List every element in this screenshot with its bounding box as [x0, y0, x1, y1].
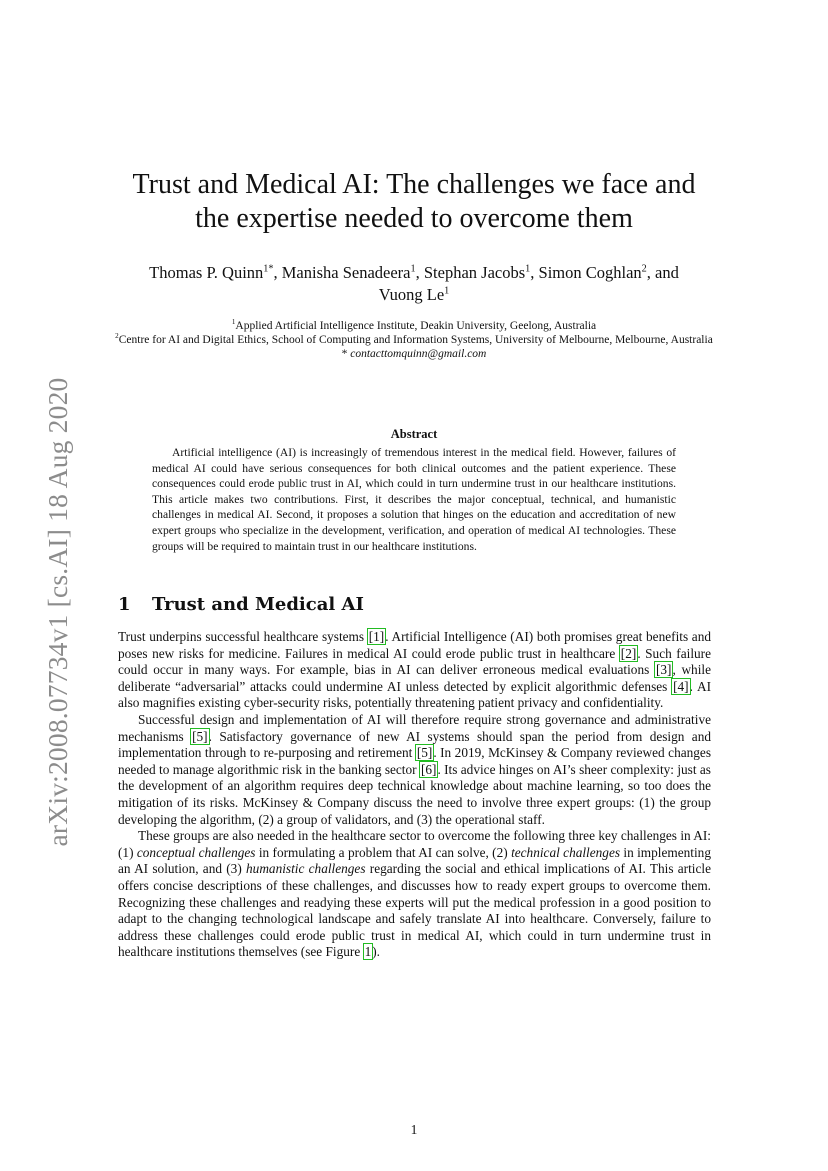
affiliation-mark: 2	[115, 332, 119, 341]
citation-link[interactable]: [1]	[368, 629, 385, 644]
author-separator: , and	[646, 263, 679, 282]
author-affiliation-mark: 1	[410, 263, 416, 275]
author-name: Vuong Le	[378, 285, 445, 304]
affiliation-mark: 1	[231, 318, 236, 327]
text-run: . Such failure could occur in many ways. For example, bias in AI can deliver erroneous medical evaluations	[118, 645, 711, 678]
section-title: Trust and Medical AI	[152, 594, 364, 615]
section-number: 1	[118, 594, 131, 615]
title-line-1: Trust and Medical AI: The challenges we face and	[132, 169, 696, 200]
text-run: . In 2019, McKinsey & Company reviewed changes needed to manage algorithmic risk in the banking sector	[118, 745, 711, 777]
author-affiliation-mark: 1*	[263, 263, 274, 275]
affiliation-text: Centre for AI and Digital Ethics, School of Computing and Information Systems, University of Melbourne, Melbourne, Australia	[118, 334, 713, 346]
emphasis: technical challenges	[511, 844, 621, 860]
author-affiliation-mark: 1	[444, 285, 450, 297]
text-run: in formulating a problem that AI can solve, (2)	[255, 844, 512, 860]
emphasis: humanistic challenges	[246, 861, 366, 877]
author-separator: ,	[415, 263, 424, 282]
citation-link[interactable]: [6]	[420, 761, 437, 777]
text-run: . Satisfactory governance of new AI systems should span the period from design and implementation through to re-purposing and retirement	[118, 728, 711, 761]
abstract-text: Artificial intelligence (AI) is increasingly of tremendous interest in the medical field. However, failures of medical AI could have serious consequences for both clinical outcomes and the patient experience. These consequences could erode public trust in AI, which could in turn undermine trust in our healthcare institutions. This article makes two contributions. First, it describes the major conceptual, technical, and humanistic challenges in medical AI. Second, it proposes a solution that hinges on the education and accreditation of new expert groups who specialize in the development, verification, and operation of medical AI technologies. These groups will be required to maintain trust in our healthcare institutions.	[152, 446, 676, 553]
author-affiliation-mark: 2	[641, 263, 647, 275]
abstract-heading: Abstract	[390, 427, 438, 441]
citation-link[interactable]: [4]	[673, 678, 689, 694]
page-number: 1	[410, 1122, 418, 1137]
author-separator: ,	[273, 263, 282, 282]
text-run: . Its advice hinges on AI’s sheer complexity: just as the development of an algorithm requires deep technical knowledge about machine learning, so too does the mitigation of its risks. McKinsey & Company discuss the need to involve three expert groups: (1) the group developing the algorithm, (2) a group of validators, and (3) the operational staff.	[118, 761, 711, 827]
text-run: regarding the social and ethical implications of AI. This article offers concise descriptions of these challenges, and discusses how to ready expert groups to overcome them. Recognizing these challenges and readying these experts will put the medical profession in a good position to adapt to the changing technological landscape and safely translate AI into healthcare. Conversely, failure to address these challenges could erode public trust in medical AI, which could in turn undermine trust in healthcare institutions themselves (see Figure	[118, 861, 711, 960]
affiliation-2	[110, 333, 718, 347]
section-heading	[118, 594, 364, 615]
section-body	[118, 629, 711, 961]
author-name: Stephan Jacobs	[423, 263, 526, 282]
text-run: Successful design and implementation of AI will therefore require strong governance and administrative mechanisms	[118, 711, 711, 744]
author-list	[100, 262, 728, 306]
paragraph	[118, 828, 711, 961]
contact-email-line	[110, 347, 718, 361]
author-name: Manisha Senadeera	[281, 263, 411, 282]
text-run: ).	[372, 944, 380, 960]
author-affiliation-mark: 1	[525, 263, 531, 275]
text-run: , while deliberate “adversarial” attacks could undermine AI unless detected by explicit algorithmic defenses	[118, 662, 711, 694]
text-run: Trust underpins successful healthcare systems	[118, 629, 368, 644]
citation-link[interactable]: [2]	[620, 645, 637, 661]
text-run: These groups are also needed in the healthcare sector to overcome the following three key challenges in AI: (1)	[118, 828, 711, 860]
affiliation-text: Applied Artificial Intelligence Institute, Deakin University, Geelong, Australia	[235, 320, 597, 332]
contact-email: contacttomquinn@gmail.com	[350, 348, 487, 360]
author-name: Simon Coghlan	[538, 263, 642, 282]
affiliations	[110, 319, 718, 361]
paragraph	[118, 629, 711, 712]
paragraph	[118, 712, 711, 828]
citation-link[interactable]: [5]	[416, 745, 433, 761]
text-run: . Artificial Intelligence (AI) both promises great benefits and poses new risks for medicine. Failures in medical AI could erode public trust in healthcare	[118, 629, 711, 661]
affiliation-1	[110, 319, 718, 333]
citation-link[interactable]: [5]	[192, 728, 208, 744]
citation-link[interactable]: [3]	[655, 662, 672, 678]
arxiv-identifier-stamp: arXiv:2008.07734v1 [cs.AI] 18 Aug 2020	[42, 377, 73, 847]
text-run: . AI also magnifies existing cyber-security risks, potentially threatening patient privacy and confidentiality.	[118, 678, 711, 711]
figure-reference-link[interactable]: 1	[364, 944, 372, 960]
title-line-2: the expertise needed to overcome them	[195, 203, 633, 234]
author-name: Thomas P. Quinn	[149, 263, 264, 282]
author-separator: ,	[530, 263, 539, 282]
paper-title	[100, 168, 728, 236]
email-mark: *	[341, 348, 348, 360]
emphasis: conceptual challenges	[136, 844, 256, 860]
text-run: in implementing an AI solution, and (3)	[118, 844, 711, 877]
